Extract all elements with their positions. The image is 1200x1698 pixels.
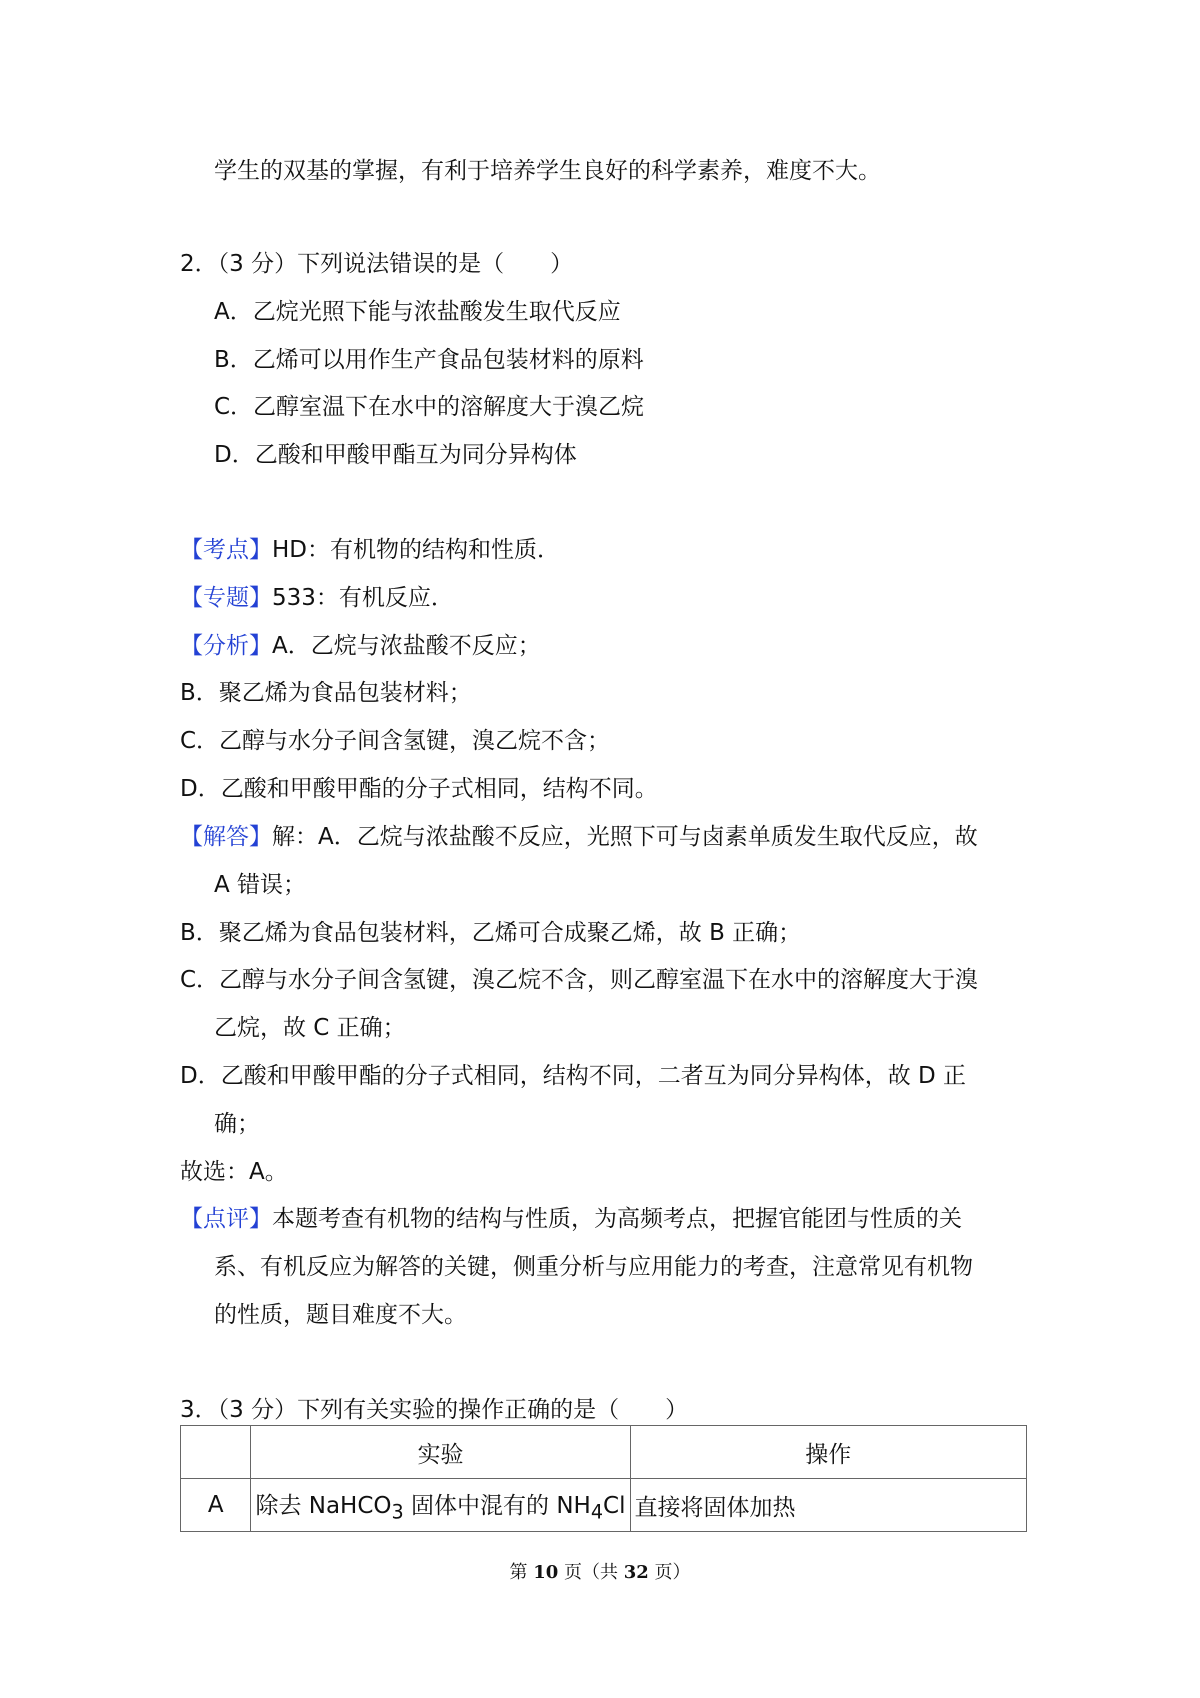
zhuanti-line bbox=[180, 582, 454, 614]
fenxi-first: A．乙烷与浓盐酸不反应； bbox=[272, 633, 541, 659]
header-experiment: 实验 bbox=[251, 1426, 630, 1479]
fenxi-line bbox=[180, 630, 541, 662]
fenxi-c: C．乙醇与水分子间含氢键，溴乙烷不含； bbox=[180, 728, 611, 754]
kaodian-tag: 【考点】 bbox=[180, 537, 272, 563]
dianping-line bbox=[180, 1203, 962, 1235]
row-label: A bbox=[181, 1479, 251, 1532]
header-blank bbox=[181, 1426, 251, 1479]
fenxi-tag: 【分析】 bbox=[180, 633, 272, 659]
fenxi-d: D．乙酸和甲酸甲酯的分子式相同，结构不同。 bbox=[180, 776, 658, 802]
zhuanti-tag: 【专题】 bbox=[180, 585, 272, 611]
dianping-l3: 的性质，题目难度不大。 bbox=[214, 1302, 467, 1328]
fenxi-b: B．聚乙烯为食品包装材料； bbox=[180, 680, 472, 706]
kaodian-line bbox=[180, 534, 560, 566]
q2-option-b: B．乙烯可以用作生产食品包装材料的原料 bbox=[214, 347, 644, 373]
jieda-l2: A 错误； bbox=[214, 872, 307, 898]
question-3-stem: 3．（3 分）下列有关实验的操作正确的是（ ） bbox=[180, 1397, 689, 1423]
dianping-tag: 【点评】 bbox=[180, 1206, 272, 1232]
zhuanti-text: 533：有机反应． bbox=[272, 585, 454, 611]
intro-line: 学生的双基的掌握，有利于培养学生良好的科学素养，难度不大。 bbox=[214, 158, 881, 184]
jieda-l3: B．聚乙烯为食品包装材料，乙烯可合成聚乙烯，故 B 正确； bbox=[180, 920, 802, 946]
jieda-line bbox=[180, 821, 978, 853]
experiment-table bbox=[180, 1425, 1027, 1532]
row-operation: 直接将固体加热 bbox=[630, 1479, 1027, 1532]
q2-option-a: A．乙烷光照下能与浓盐酸发生取代反应 bbox=[214, 299, 621, 325]
question-2-stem: 2．（3 分）下列说法错误的是（ ） bbox=[180, 251, 574, 277]
jieda-tag: 【解答】 bbox=[180, 824, 272, 850]
jieda-l5: 乙烷，故 C 正确； bbox=[214, 1015, 406, 1041]
row-experiment: 除去 NaHCO$_3$ 固体中混有的 $NH_4Cl$ bbox=[251, 1479, 630, 1532]
current-page-number: 10 bbox=[533, 1562, 559, 1583]
header-operation: 操作 bbox=[630, 1426, 1027, 1479]
jieda-l1: 解：A．乙烷与浓盐酸不反应，光照下可与卤素单质发生取代反应，故 bbox=[272, 824, 978, 850]
q2-option-d: D．乙酸和甲酸甲酯互为同分异构体 bbox=[214, 442, 577, 468]
dianping-l2: 系、有机反应为解答的关键，侧重分析与应用能力的考查，注意常见有机物 bbox=[214, 1254, 973, 1280]
page-footer: 第 10 页（共 32 页） bbox=[509, 1562, 691, 1583]
dianping-l1: 本题考查有机物的结构与性质，为高频考点，把握官能团与性质的关 bbox=[272, 1206, 962, 1232]
q2-option-c: C．乙醇室温下在水中的溶解度大于溴乙烷 bbox=[214, 394, 645, 420]
table-header-row bbox=[181, 1426, 1027, 1479]
kaodian-text: HD：有机物的结构和性质． bbox=[272, 537, 561, 563]
table-row bbox=[181, 1479, 1027, 1532]
jieda-l8: 故选：A。 bbox=[180, 1159, 288, 1185]
total-page-count: 32 bbox=[623, 1562, 649, 1583]
jieda-l4: C．乙醇与水分子间含氢键，溴乙烷不含，则乙醇室温下在水中的溶解度大于溴 bbox=[180, 967, 979, 993]
jieda-l7: 确； bbox=[214, 1111, 260, 1137]
jieda-l6: D．乙酸和甲酸甲酯的分子式相同，结构不同，二者互为同分异构体，故 D 正 bbox=[180, 1063, 967, 1089]
